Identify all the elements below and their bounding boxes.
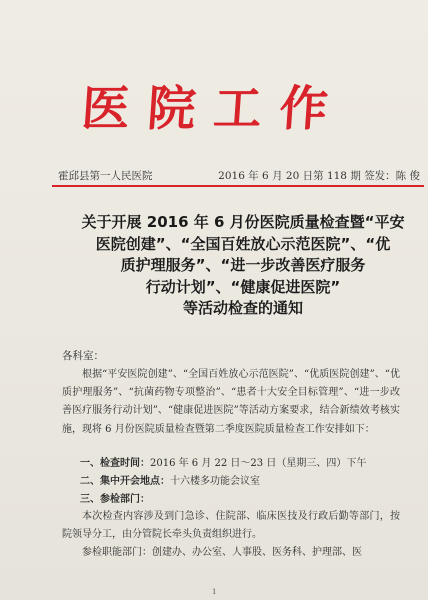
item-key: 三、参检部门：: [80, 494, 150, 505]
inspection-time-item: [80, 454, 366, 469]
red-divider: [52, 185, 424, 187]
intro-paragraph: 根据“平安医院创建”、“全国百姓放心示范医院”、“优质医院创建”、“优质护理服务”、“抗菌药物专项整治”、“患者十大安全目标管理”、“进一步改善医疗服务行动计划”、“健康促进医院”等活动方案要求，结合新绩效考核实施，现将 6 月份医院质量检查暨第二季度医院质量检查工作安排如下：: [62, 369, 400, 435]
item-value: 十六楼多功能会议室: [170, 476, 260, 487]
item-key: 一、检查时间：: [80, 458, 150, 469]
title-line: 医院创建”、“全国百姓放心示范医院”、“优: [95, 234, 391, 253]
title-line: 等活动检查的通知: [182, 299, 303, 317]
title-line: 质护理服务”、“进一步改善医疗服务: [120, 256, 366, 274]
issue-meta: 2016 年 6 月 20 日第 118 期 签发：陈 俊: [218, 170, 420, 182]
scope-paragraph: 本次检查内容涉及到门急诊、住院部、临床医技及行政后勤等部门，按院领导分工，由分管院长牵头负责组织进行。: [62, 511, 400, 541]
title-line: 关于开展 2016 年 6 月份医院质量检查暨“平安: [81, 213, 405, 231]
item-value: 2016 年 6 月 22 日～23 日（星期三、四）下午: [150, 458, 367, 469]
issuing-organization: 霍邱县第一人民医院: [58, 170, 153, 182]
masthead-title: 医院工作: [79, 81, 348, 137]
participants-paragraph: 参检职能部门：创建办、办公室、人事股、医务科、护理部、医: [82, 547, 362, 559]
title-line: 行动计划”、“健康促进医院”: [145, 277, 341, 296]
salutation: 各科室：: [62, 350, 104, 362]
item-key: 二、集中开会地点：: [80, 476, 170, 487]
departments-item: [80, 490, 150, 505]
meeting-place-item: [80, 472, 260, 487]
page-number: 1: [212, 588, 217, 596]
issue-line: [58, 168, 420, 183]
intro-section: [62, 366, 400, 439]
notice-title: [58, 212, 428, 320]
departments-section: [62, 508, 400, 563]
